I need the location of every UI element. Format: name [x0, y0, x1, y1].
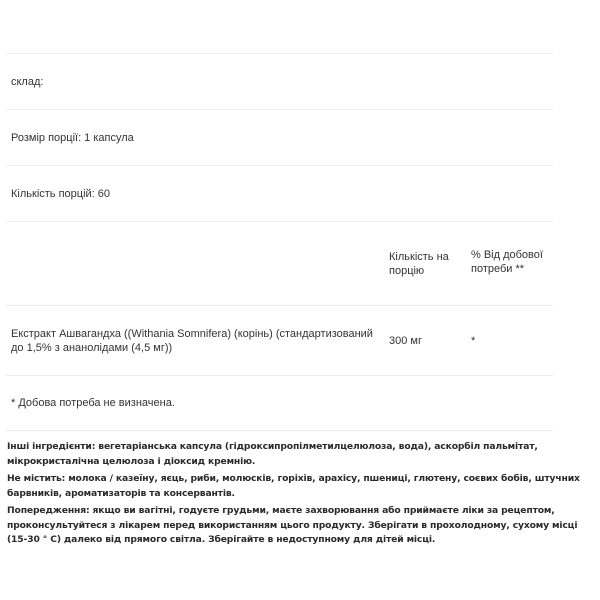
ingredient-name: Екстракт Ашвагандха ((Withania Somnifera) (корінь) (стандартизований до 1,5% з ананолідами (4,5 мг))	[11, 327, 373, 354]
table-row	[6, 305, 553, 375]
supplement-facts-table	[6, 53, 553, 431]
other-ingredients: Інші інгредієнти: вегетаріанська капсула (гідроксипропілметилцелюлоза, вода), аскорбіл пальмітат, мікрокристалічна целюлоза і діоксид кремнію.	[7, 441, 538, 467]
servings-per-container: Кількість порцій: 60	[11, 187, 111, 200]
serving-size: Розмір порції: 1 капсула	[11, 131, 134, 144]
ingredient-amount: 300 мг	[389, 334, 422, 347]
ingredient-daily-value: *	[471, 334, 476, 347]
table-header-row	[6, 221, 553, 305]
warning: Попередження: якщо ви вагітні, годуєте грудьми, маєте захворювання або приймаєте ліки за рецептом, проконсультуйтеся з лікарем перед використанням цього продукту. Зберігати в прохолодному, сухому місці (15-30 ° C) далеко від прямого світла. Зберігайте в недоступному для дітей місці.	[7, 505, 578, 545]
footnote: * Добова потреба не визначена.	[11, 397, 175, 409]
footnote-row	[6, 375, 553, 431]
column-header-daily-value: % Від добової потреби **	[471, 248, 543, 275]
serving-size-row	[6, 109, 553, 165]
composition-label: склад:	[11, 75, 44, 88]
product-notes	[7, 440, 595, 551]
servings-per-container-row	[6, 165, 553, 221]
column-header-amount: Кількість на порцію	[389, 250, 449, 277]
composition-row	[6, 53, 553, 109]
free-from: Не містить: молока / казеїну, яєць, риби, молюсків, горіхів, арахісу, пшениці, глютену, соєвих бобів, штучних барвників, ароматизаторів та консервантів.	[7, 473, 580, 499]
